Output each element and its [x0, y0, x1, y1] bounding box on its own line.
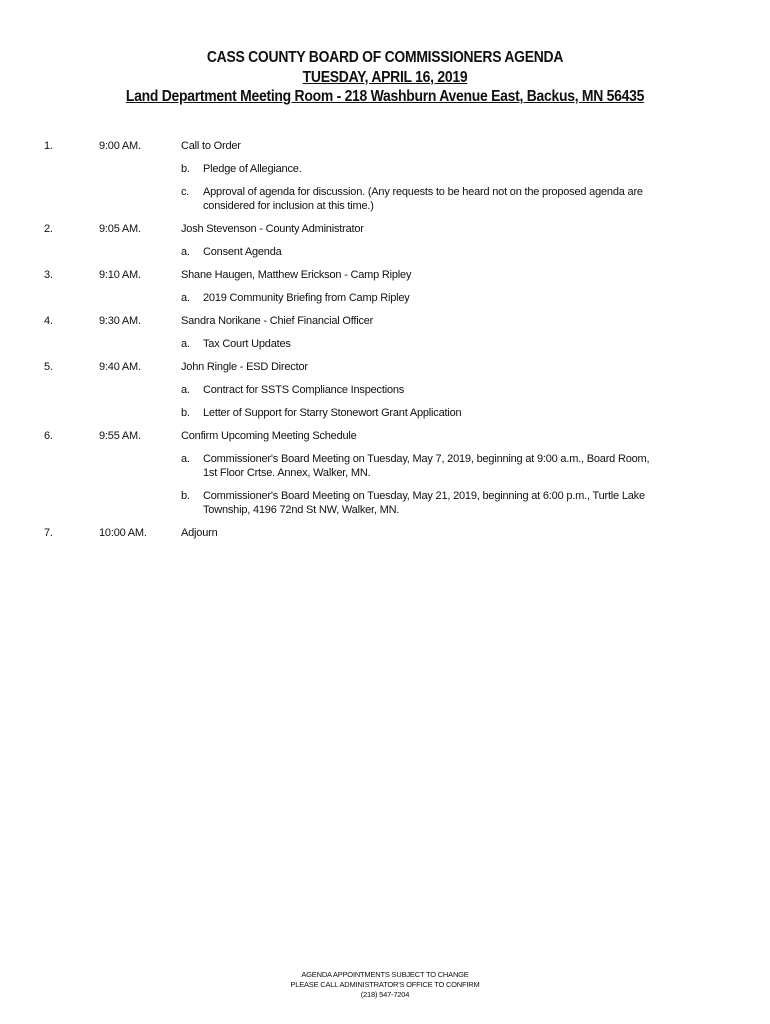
item-time: 9:05 AM.	[99, 223, 141, 235]
agenda-item	[0, 360, 770, 420]
footer-phone: (218) 547-7204	[360, 990, 410, 999]
agenda-item-row	[0, 314, 770, 328]
agenda-item	[0, 429, 770, 517]
sub-item	[181, 245, 661, 259]
sub-item-text: Contract for SSTS Compliance Inspections	[203, 384, 405, 396]
sub-item	[181, 489, 661, 517]
item-number: 7.	[44, 527, 53, 539]
sub-item-letter: c.	[181, 186, 190, 198]
sub-item-letter: a.	[181, 292, 190, 304]
sub-item-text: Tax Court Updates	[203, 338, 291, 350]
sub-item-text: Approval of agenda for discussion. (Any requests to be heard not on the proposed agenda are considered for inclusion at this time.)	[203, 186, 643, 212]
agenda-header	[0, 48, 770, 107]
item-title: Josh Stevenson - County Administrator	[181, 223, 364, 235]
item-time: 10:00 AM.	[99, 527, 147, 539]
footer-instruction: PLEASE CALL ADMINISTRATOR'S OFFICE TO CONFIRM	[290, 980, 480, 989]
agenda-item-row	[0, 268, 770, 282]
meeting-date: TUESDAY, APRIL 16, 2019	[302, 68, 468, 86]
sub-item	[181, 185, 661, 213]
sub-item	[181, 337, 661, 351]
agenda-item-row	[0, 222, 770, 236]
agenda-item-row	[0, 139, 770, 153]
sub-item-letter: a.	[181, 453, 190, 465]
sub-item-text: Pledge of Allegiance.	[203, 163, 302, 175]
agenda-items	[0, 139, 770, 549]
item-number: 2.	[44, 223, 53, 235]
meeting-location: Land Department Meeting Room - 218 Washburn Avenue East, Backus, MN 56435	[125, 88, 645, 105]
agenda-item-row	[0, 429, 770, 443]
sub-item-text: Commissioner's Board Meeting on Tuesday, May 21, 2019, beginning at 6:00 p.m., Turtle Lake Township, 4196 72nd St NW, Walker, MN.	[203, 490, 645, 516]
agenda-footer	[0, 970, 770, 1000]
sub-item-letter: a.	[181, 384, 190, 396]
item-number: 4.	[44, 315, 53, 327]
sub-item-letter: a.	[181, 246, 190, 258]
item-title: Sandra Norikane - Chief Financial Officer	[181, 315, 374, 327]
sub-item-text: Consent Agenda	[203, 246, 282, 258]
item-title: John Ringle - ESD Director	[181, 361, 308, 373]
agenda-item	[0, 222, 770, 259]
item-time: 9:10 AM.	[99, 269, 141, 281]
sub-item-letter: b.	[181, 407, 190, 419]
agenda-item	[0, 139, 770, 213]
item-number: 3.	[44, 269, 53, 281]
item-title: Shane Haugen, Matthew Erickson - Camp Ripley	[181, 269, 412, 281]
agenda-item-row	[0, 526, 770, 540]
item-time: 9:40 AM.	[99, 361, 141, 373]
sub-item	[181, 162, 661, 176]
footer-notice: AGENDA APPOINTMENTS SUBJECT TO CHANGE	[301, 970, 469, 979]
item-title: Confirm Upcoming Meeting Schedule	[181, 430, 357, 442]
item-number: 6.	[44, 430, 53, 442]
item-time: 9:00 AM.	[99, 140, 141, 152]
agenda-item	[0, 526, 770, 540]
sub-item-letter: b.	[181, 163, 190, 175]
item-title: Adjourn	[181, 527, 218, 539]
sub-item-text: 2019 Community Briefing from Camp Ripley	[203, 292, 410, 304]
item-number: 5.	[44, 361, 53, 373]
sub-item	[181, 383, 661, 397]
sub-item	[181, 406, 661, 420]
item-time: 9:55 AM.	[99, 430, 141, 442]
sub-item-letter: b.	[181, 490, 190, 502]
sub-item	[181, 291, 661, 305]
agenda-item	[0, 314, 770, 351]
agenda-item-row	[0, 360, 770, 374]
sub-item-letter: a.	[181, 338, 190, 350]
sub-item-text: Commissioner's Board Meeting on Tuesday, May 7, 2019, beginning at 9:00 a.m., Board Room, 1st Floor Crtse. Annex, Walker, MN.	[203, 453, 650, 479]
agenda-title: CASS COUNTY BOARD OF COMMISSIONERS AGENDA	[206, 49, 564, 66]
item-time: 9:30 AM.	[99, 315, 141, 327]
agenda-item	[0, 268, 770, 305]
item-number: 1.	[44, 140, 53, 152]
sub-item	[181, 452, 661, 480]
sub-item-text: Letter of Support for Starry Stonewort Grant Application	[203, 407, 462, 419]
item-title: Call to Order	[181, 140, 241, 152]
